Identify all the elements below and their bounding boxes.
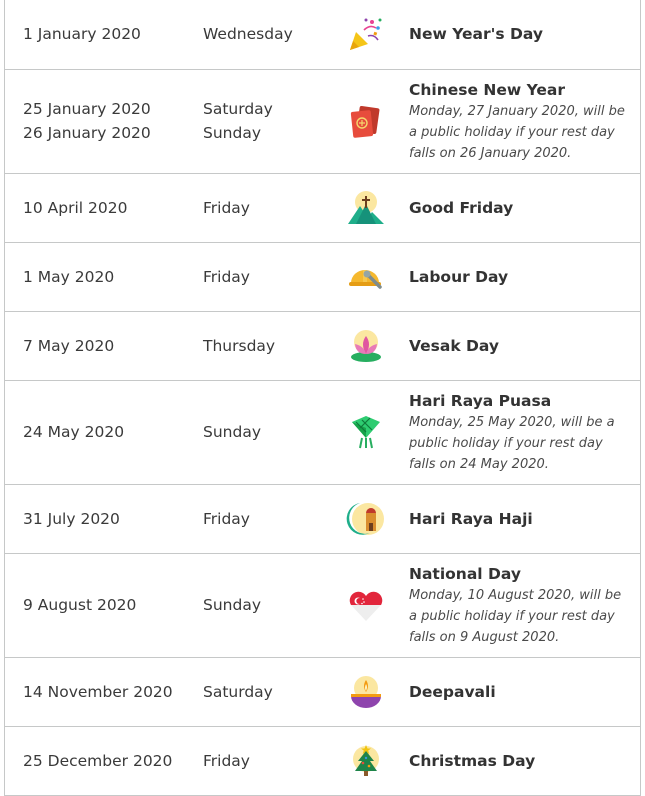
holiday-note: Monday, 27 January 2020, will be a public holiday if your rest day falls on 26 January 2020. (409, 103, 625, 161)
table-row (5, 69, 641, 173)
date-cell (5, 657, 204, 726)
holiday-table (4, 0, 641, 796)
table-row (5, 0, 641, 69)
icon-cell (323, 242, 409, 311)
day-text: Saturday (203, 682, 273, 701)
day-text: Sunday (203, 596, 261, 614)
holiday-cell (409, 173, 641, 242)
date-text: 26 January 2020 (23, 124, 151, 142)
table-row (5, 311, 641, 380)
holiday-cell (409, 553, 641, 657)
date-cell (5, 380, 204, 484)
holiday-name: Christmas Day (409, 751, 536, 770)
holiday-name: National Day (409, 564, 521, 583)
holiday-cell (409, 0, 641, 69)
hardhat-wrench-icon (346, 257, 386, 297)
icon-cell (323, 0, 409, 69)
day-text: Friday (203, 267, 250, 286)
date-text: 25 December 2020 (23, 751, 173, 770)
holiday-name: Chinese New Year (409, 80, 566, 99)
day-cell (203, 69, 323, 173)
table-row (5, 726, 641, 795)
icon-cell (323, 311, 409, 380)
day-cell (203, 242, 323, 311)
date-text: 25 January 2020 (23, 100, 151, 118)
day-cell (203, 657, 323, 726)
holiday-cell (409, 484, 641, 553)
holiday-cell (409, 380, 641, 484)
date-cell (5, 0, 204, 69)
date-cell (5, 311, 204, 380)
date-cell (5, 242, 204, 311)
date-cell (5, 484, 204, 553)
day-cell (203, 173, 323, 242)
icon-cell (323, 484, 409, 553)
table-row (5, 242, 641, 311)
date-text: 1 May 2020 (23, 267, 115, 286)
holiday-name: Good Friday (409, 198, 514, 217)
day-cell (203, 311, 323, 380)
christmas-tree-icon (346, 741, 386, 781)
date-text: 14 November 2020 (23, 682, 173, 701)
day-text: Friday (203, 509, 250, 528)
crescent-mosque-icon (346, 499, 386, 539)
lotus-icon (346, 326, 386, 366)
holiday-cell (409, 69, 641, 173)
oil-lamp-icon (346, 672, 386, 712)
day-text: Friday (203, 751, 250, 770)
day-text: Friday (203, 198, 250, 217)
icon-cell (323, 69, 409, 173)
day-cell (203, 0, 323, 69)
singapore-heart-icon (346, 585, 386, 625)
holiday-name: New Year's Day (409, 25, 543, 44)
icon-cell (323, 657, 409, 726)
date-text: 31 July 2020 (23, 509, 120, 528)
table-row (5, 484, 641, 553)
date-text: 1 January 2020 (23, 25, 141, 44)
table-row (5, 173, 641, 242)
holiday-name: Deepavali (409, 682, 496, 701)
date-text: 10 April 2020 (23, 198, 128, 217)
holiday-name: Hari Raya Puasa (409, 391, 552, 410)
holiday-cell (409, 311, 641, 380)
day-cell (203, 380, 323, 484)
day-text: Thursday (203, 336, 276, 355)
date-cell (5, 69, 204, 173)
holiday-name: Vesak Day (409, 336, 500, 355)
day-text: Sunday (203, 124, 261, 142)
table-row (5, 553, 641, 657)
day-cell (203, 553, 323, 657)
holiday-name: Hari Raya Haji (409, 509, 533, 528)
date-cell (5, 553, 204, 657)
cross-mountain-icon (346, 188, 386, 228)
date-text: 7 May 2020 (23, 336, 115, 355)
date-text: 24 May 2020 (23, 423, 125, 441)
table-row (5, 657, 641, 726)
icon-cell (323, 553, 409, 657)
icon-cell (323, 173, 409, 242)
icon-cell (323, 380, 409, 484)
day-cell (203, 484, 323, 553)
holiday-note: Monday, 10 August 2020, will be a public holiday if your rest day falls on 9 August 2020. (409, 587, 622, 645)
holiday-cell (409, 242, 641, 311)
holiday-cell (409, 657, 641, 726)
holiday-name: Labour Day (409, 267, 509, 286)
red-envelope-icon (346, 101, 386, 141)
holiday-cell (409, 726, 641, 795)
party-popper-icon (346, 14, 386, 54)
icon-cell (323, 726, 409, 795)
day-text: Wednesday (203, 25, 293, 44)
date-cell (5, 726, 204, 795)
holiday-note: Monday, 25 May 2020, will be a public holiday if your rest day falls on 24 May 2020. (409, 414, 615, 472)
table-row (5, 380, 641, 484)
day-text: Saturday (203, 100, 273, 118)
date-text: 9 August 2020 (23, 596, 137, 614)
day-cell (203, 726, 323, 795)
ketupat-icon (346, 412, 386, 452)
day-text: Sunday (203, 423, 261, 441)
date-cell (5, 173, 204, 242)
